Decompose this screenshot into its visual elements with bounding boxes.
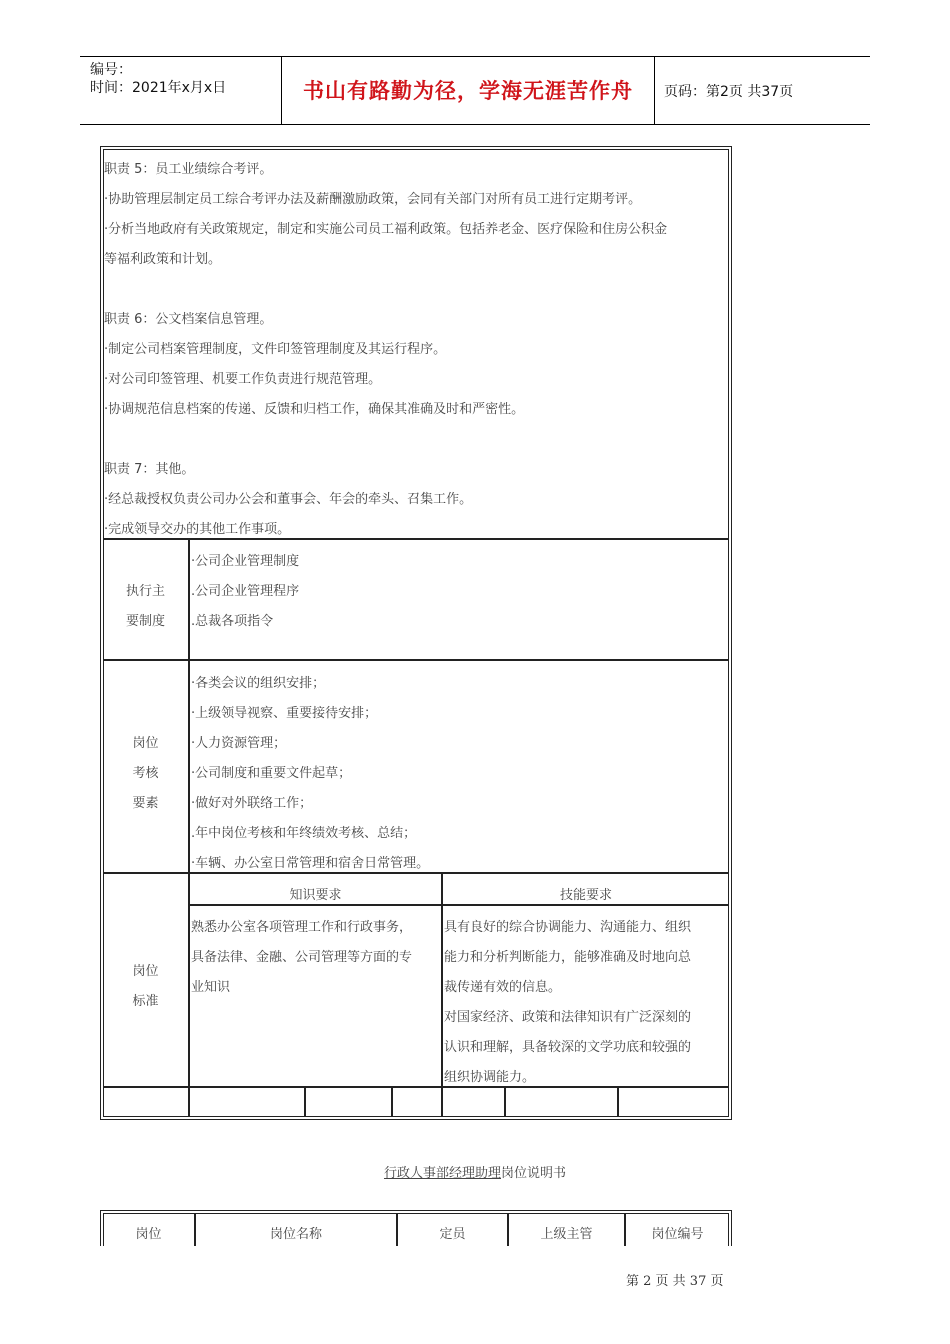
systems-label-line1: 执行主 bbox=[125, 584, 165, 599]
next-table-header: 定员 bbox=[439, 1227, 466, 1242]
skill-line: 对国家经济、政策和法律知识有广泛深刻的 bbox=[444, 1010, 692, 1025]
duty7-title: 职责 7：其他。 bbox=[104, 462, 195, 477]
knowledge-line: 熟悉办公室各项管理工作和行政事务， bbox=[191, 920, 413, 935]
next-doc-title bbox=[0, 1162, 950, 1181]
duty6-title: 职责 6：公文档案信息管理。 bbox=[104, 312, 273, 327]
skill-line: 组织协调能力。 bbox=[444, 1070, 536, 1085]
next-table-header: 岗位名称 bbox=[269, 1227, 322, 1242]
assessment-label-line3: 要素 bbox=[132, 796, 159, 811]
next-table-header: 岗位编号 bbox=[651, 1227, 704, 1242]
knowledge-line: 具备法律、金融、公司管理等方面的专 bbox=[191, 950, 413, 965]
systems-item: ·公司企业管理制度 bbox=[191, 554, 300, 569]
next-doc-title-position: 行政人事部经理助理 bbox=[383, 1166, 501, 1181]
header-time: 时间：2021年x月x日 bbox=[90, 80, 227, 96]
duty6-line1: ·制定公司档案管理制度，文件印签管理制度及其运行程序。 bbox=[104, 342, 447, 357]
assessment-item: .年中岗位考核和年终绩效考核、总结； bbox=[191, 826, 417, 841]
duty7-line2: ·完成领导交办的其他工作事项。 bbox=[104, 522, 291, 537]
header-bottom-rule bbox=[80, 124, 870, 125]
next-doc-title-suffix: 岗位说明书 bbox=[501, 1166, 567, 1181]
next-table-header: 上级主管 bbox=[540, 1227, 593, 1242]
standard-label-line2: 标准 bbox=[132, 994, 159, 1009]
standard-label-line1: 岗位 bbox=[132, 964, 159, 979]
header-page: 页码：第2页 共37页 bbox=[664, 84, 794, 100]
label-col-divider bbox=[188, 538, 190, 1117]
assessment-item: ·做好对外联络工作； bbox=[191, 796, 313, 811]
row-rule-blank bbox=[103, 1086, 729, 1088]
duty5-title: 职责 5：员工业绩综合考评。 bbox=[104, 162, 273, 177]
row-rule-systems bbox=[103, 538, 729, 540]
systems-label-line2: 要制度 bbox=[125, 614, 165, 629]
duty5-line3: 等福利政策和计划。 bbox=[104, 252, 222, 267]
duty5-line1: ·协助管理层制定员工综合考评办法及薪酬激励政策，会同有关部门对所有员工进行定期考评。 bbox=[104, 192, 642, 207]
duty5-line2: ·分析当地政府有关政策规定，制定和实施公司员工福利政策。包括养老金、医疗保险和住房公积金 bbox=[104, 222, 668, 237]
assessment-item: ·上级领导视察、重要接待安排； bbox=[191, 706, 378, 721]
skill-line: 能力和分析判断能力，能够准确及时地向总 bbox=[444, 950, 692, 965]
blank-row-divider-1 bbox=[304, 1086, 306, 1117]
skill-header: 技能要求 bbox=[559, 888, 612, 903]
systems-item: .公司企业管理程序 bbox=[191, 584, 300, 599]
knowledge-line: 业知识 bbox=[191, 980, 231, 995]
next-table-header: 岗位 bbox=[135, 1227, 162, 1242]
header-number: 编号： bbox=[90, 62, 132, 78]
skill-line: 具有良好的综合协调能力、沟通能力、组织 bbox=[444, 920, 692, 935]
header-divider-right bbox=[654, 56, 655, 125]
skill-line: 认识和理解，具备较深的文学功底和较强的 bbox=[444, 1040, 692, 1055]
assessment-item: ·人力资源管理； bbox=[191, 736, 287, 751]
knowledge-header: 知识要求 bbox=[289, 888, 342, 903]
skill-line: 裁传递有效的信息。 bbox=[444, 980, 562, 995]
assessment-item: ·公司制度和重要文件起草； bbox=[191, 766, 352, 781]
duty6-line3: ·协调规范信息档案的传递、反馈和归档工作，确保其准确及时和严密性。 bbox=[104, 402, 525, 417]
duty7-line1: ·经总裁授权负责公司办公会和董事会、年会的牵头、召集工作。 bbox=[104, 492, 473, 507]
duty6-line2: ·对公司印签管理、机要工作负责进行规范管理。 bbox=[104, 372, 382, 387]
assessment-item: ·车辆、办公室日常管理和宿舍日常管理。 bbox=[191, 856, 430, 871]
header-motto: 书山有路勤为径，学海无涯苦作舟 bbox=[303, 79, 633, 103]
assessment-label-line2: 考核 bbox=[132, 766, 159, 781]
page-footer: 第 2 页 共 37 页 bbox=[626, 1274, 724, 1289]
assessment-item: ·各类会议的组织安排； bbox=[191, 676, 326, 691]
blank-row-divider-2 bbox=[391, 1086, 393, 1117]
assessment-label-line1: 岗位 bbox=[132, 736, 159, 751]
systems-item: .总裁各项指令 bbox=[191, 614, 274, 629]
row-rule-assessment bbox=[103, 659, 729, 661]
blank-row-divider-4 bbox=[617, 1086, 619, 1117]
